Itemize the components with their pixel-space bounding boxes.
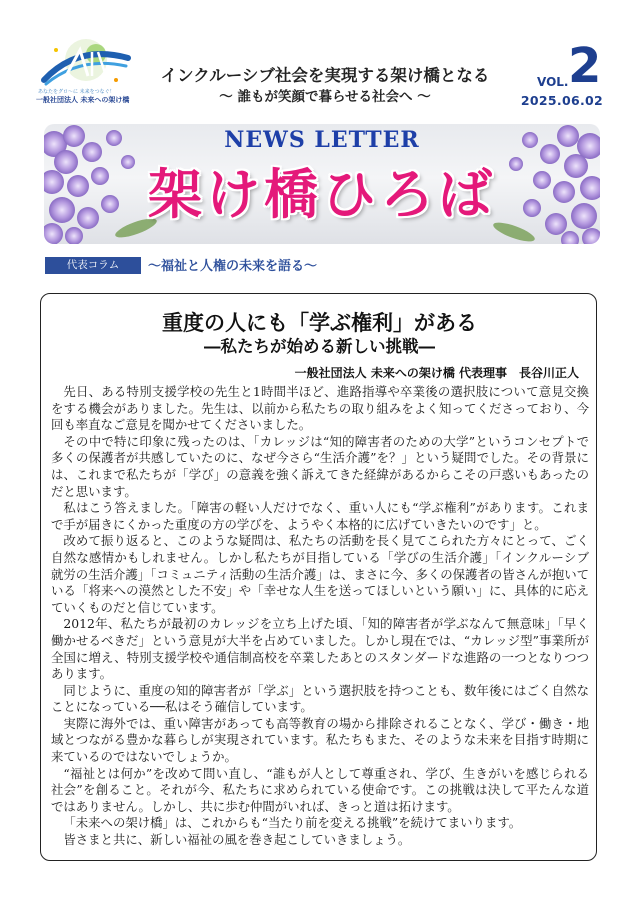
logo-organization-name: 一般社団法人 未来への架け橋 bbox=[36, 96, 130, 104]
article-headline: 重度の人にも「学ぶ権利」がある bbox=[162, 310, 477, 335]
article-body bbox=[51, 384, 589, 849]
header-subline: 〜 誰もが笑顔で暮らせる社会へ 〜 bbox=[219, 89, 431, 105]
volume-number: 2 bbox=[568, 38, 602, 94]
article-box bbox=[40, 293, 597, 861]
article-paragraph: 2012年、私たちが最初のカレッジを立ち上げた頃、「知的障害者が学ぶなんて無意味」「早く働かせるべきだ」という意見が大半を占めていました。しかし現在では、“カレッジ型”事業所が全国に増え、特別支援学校や通信制高校を卒業したあとのスタンダードな進路の一つとなりつつあります。 bbox=[51, 616, 589, 682]
article-paragraph: “福祉とは何か”を改めて問い直し、“誰もが人として尊重され、学び、生きがいを感じられる社会”を創ること。それが今、私たちに求められている使命です。この挑戦は決して平たんな道ではありません。しかし、共に歩む仲間がいれば、きっと道は拓けます。 bbox=[51, 765, 589, 814]
newsletter-banner bbox=[44, 124, 600, 244]
column-topic: 〜福祉と人権の未来を語る〜 bbox=[148, 259, 318, 274]
volume-label: VOL. bbox=[537, 75, 569, 89]
article-subhead: ―私たちが始める新しい挑戦― bbox=[204, 337, 435, 356]
article-paragraph: 実際に海外では、重い障害があっても高等教育の場から排除されることなく、学び・働き・地域とつながる豊かな暮らしが実現されています。私たちもまた、そのような未来を目指す時期に来ているのではないでしょうか。 bbox=[51, 715, 589, 765]
newsletter-label: NEWS LETTER bbox=[224, 127, 420, 153]
article-paragraph: 皆さまと共に、新しい福祉の風を巻き起こしていきましょう。 bbox=[63, 832, 411, 848]
logo-tagline: あなたをグロ〜に 未来をつなぐ！ bbox=[38, 89, 115, 95]
article-paragraph: 同じように、重度の知的障害者が「学ぶ」という選択肢を持つことも、数年後にはごく自然なことになっている──私はそう確信しています。 bbox=[51, 682, 589, 715]
header-tagline: インクルーシブ社会を実現する架け橋となる bbox=[160, 66, 490, 85]
issue-date: 2025.06.02 bbox=[520, 93, 603, 108]
article-paragraph: その中で特に印象に残ったのは、「カレッジは“知的障害者のための大学”というコンセプトで多くの保護者が共感していたのに、なぜ今さら“生活介護”を？」という疑問でした。その背景には、これまで私たちが「学び」の意義を強く訴えてきた経緯があるからこその戸惑いもあったのだと思います。 bbox=[51, 433, 589, 499]
newsletter-title: 架け橋ひろば bbox=[148, 163, 496, 226]
column-badge: 代表コラム bbox=[45, 257, 141, 274]
article-paragraph: 改めて振り返ると、このような疑問は、私たちの活動を長く見てこられた方々にとって、ごく自然な感情かもしれません。しかし私たちが目指している「学びの生活介護」「インクルーシブ就労の生活介護」「コミュニティ活動の生活介護」は、まさに今、多くの保護者の皆さんが抱いている「将来への漠然とした不安」や「幸せな人生を送ってほしいという願い」に、具体的に応えていくものだと信じています。 bbox=[51, 533, 589, 615]
logo-mark-icon bbox=[36, 36, 136, 92]
article-byline: 一般社団法人 未来への架け橋 代表理事 長谷川正人 bbox=[294, 366, 579, 380]
article-paragraph: 私はこう答えました。「障害の軽い人だけでなく、重い人にも“学ぶ権利”があります。これまで手が届きにくかった重度の方の学びを、ようやく本格的に広げていきたいのです」と。 bbox=[51, 500, 589, 532]
article-paragraph: 先日、ある特別支援学校の先生と1時間半ほど、進路指導や卒業後の選択肢について意見交換をする機会がありました。先生は、以前から私たちの取り組みをよく知ってくださっており、今回も率直なご意見を聞かせてくださいました。 bbox=[51, 384, 589, 433]
article-paragraph: 「未来への架け橋」は、これからも“当たり前を変える挑戦”を続けてまいります。 bbox=[63, 815, 522, 831]
